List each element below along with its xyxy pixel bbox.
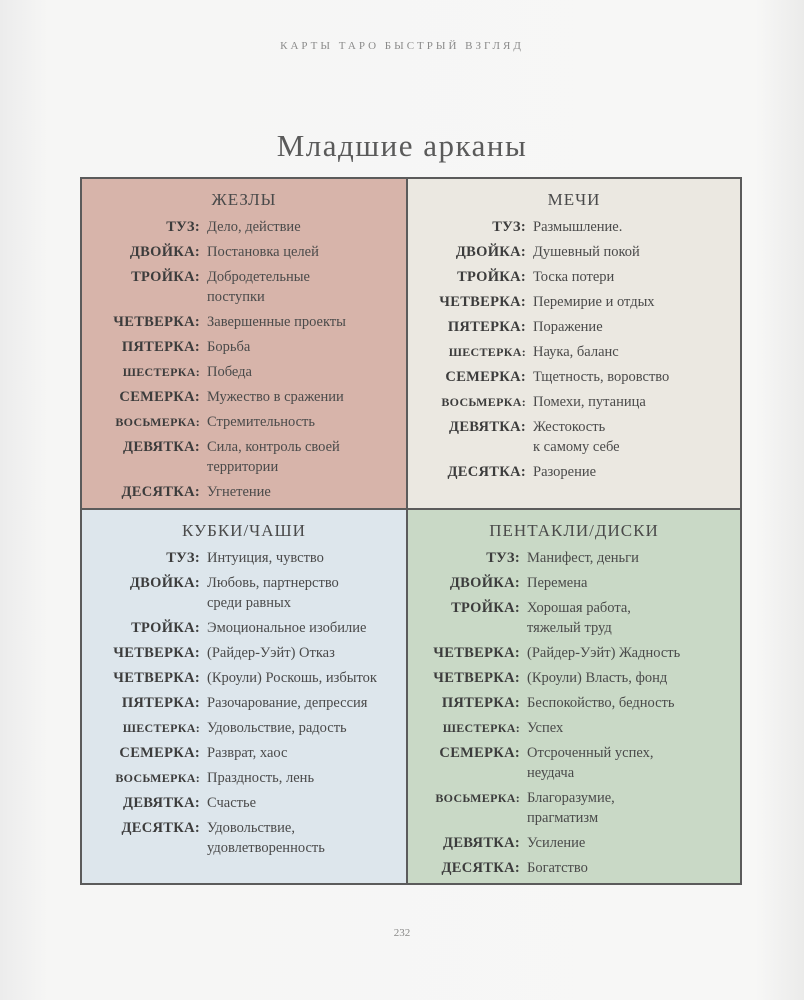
card-rank-label: ПЯТЕРКА: <box>441 695 520 711</box>
card-rank-label: ТУЗ: <box>486 550 520 566</box>
card-row <box>82 242 406 262</box>
card-meaning: Разорение <box>533 464 597 480</box>
card-rank-label: ШЕСТЕРКА: <box>442 721 520 735</box>
card-row <box>82 337 406 357</box>
quadrant-cups <box>82 510 408 883</box>
card-meaning: Успех <box>527 720 564 736</box>
quadrant-list-wands <box>82 217 406 502</box>
card-rank-label: ДЕСЯТКА: <box>121 820 200 836</box>
card-rank-label: ДЕСЯТКА: <box>447 464 526 480</box>
quadrant-title-swords: МЕЧИ <box>547 190 601 209</box>
card-rank-label: ВОСЬМЕРКА: <box>115 771 200 785</box>
page-number: 232 <box>393 927 411 939</box>
card-rank-label: ТРОЙКА: <box>131 269 200 285</box>
card-row <box>408 242 740 262</box>
card-meaning: Благоразумие, прагматизм <box>527 790 615 826</box>
card-row <box>408 743 740 783</box>
card-meaning: Борьба <box>207 339 251 355</box>
card-row <box>408 573 740 593</box>
card-row <box>82 362 406 382</box>
card-row <box>408 417 740 457</box>
card-meaning: Угнетение <box>207 484 271 500</box>
card-meaning: Разочарование, депрессия <box>207 695 368 711</box>
card-row <box>82 412 406 432</box>
card-row <box>82 718 406 738</box>
card-meaning: Отсроченный успех, неудача <box>527 745 654 781</box>
card-meaning: Победа <box>207 364 252 380</box>
card-row <box>82 548 406 568</box>
card-row <box>82 267 406 307</box>
card-row <box>82 768 406 788</box>
card-rank-label: ТУЗ: <box>166 219 200 235</box>
card-rank-label: СЕМЕРКА: <box>439 745 520 761</box>
card-meaning: Размышление. <box>533 219 623 235</box>
card-row <box>408 548 740 568</box>
card-meaning: Наука, баланс <box>533 344 619 360</box>
card-row <box>82 217 406 237</box>
card-rank-label: ТРОЙКА: <box>131 620 200 636</box>
card-meaning: Завершенные проекты <box>207 314 346 330</box>
card-row <box>408 267 740 287</box>
card-meaning: Удовольствие, удовлетворенность <box>207 820 325 856</box>
quadrant-swords <box>408 179 740 510</box>
card-rank-label: ПЯТЕРКА: <box>447 319 526 335</box>
card-row <box>408 217 740 237</box>
card-rank-label: ТУЗ: <box>166 550 200 566</box>
card-row <box>408 462 740 482</box>
card-rank-label: ДЕСЯТКА: <box>441 860 520 876</box>
card-row <box>82 643 406 663</box>
card-rank-label: ВОСЬМЕРКА: <box>435 791 520 805</box>
card-row <box>82 818 406 858</box>
card-row <box>82 482 406 502</box>
card-row <box>82 743 406 763</box>
card-meaning: Мужество в сражении <box>207 389 344 405</box>
card-meaning: Жестокость к самому себе <box>533 419 620 455</box>
card-meaning: Помехи, путаница <box>533 394 646 410</box>
quadrant-list-cups <box>82 548 406 858</box>
quadrant-pentacles <box>408 510 740 883</box>
card-row <box>408 292 740 312</box>
card-row <box>408 392 740 412</box>
card-row <box>82 573 406 613</box>
card-row <box>408 858 740 878</box>
card-rank-label: ПЯТЕРКА: <box>121 339 200 355</box>
card-meaning: Удовольствие, радость <box>207 720 347 736</box>
card-meaning: Эмоциональное изобилие <box>207 620 367 636</box>
card-meaning: Разврат, хаос <box>207 745 288 761</box>
card-rank-label: ЧЕТВЕРКА: <box>113 670 200 686</box>
card-rank-label: ТРОЙКА: <box>451 600 520 616</box>
quadrant-list-swords <box>408 217 740 482</box>
quadrant-title-pentacles: ПЕНТАКЛИ/ДИСКИ <box>489 521 659 540</box>
card-row <box>82 693 406 713</box>
card-rank-label: ДЕВЯТКА: <box>123 439 200 455</box>
card-meaning: Сила, контроль своей территории <box>207 439 340 475</box>
card-rank-label: ПЯТЕРКА: <box>121 695 200 711</box>
running-head: КАРТЫ ТАРО БЫСТРЫЙ ВЗГЛЯД <box>280 40 524 52</box>
card-row <box>408 342 740 362</box>
quadrant-title-wands: ЖЕЗЛЫ <box>211 190 277 209</box>
card-row <box>408 668 740 688</box>
card-meaning: (Кроули) Власть, фонд <box>527 670 668 686</box>
card-meaning: Манифест, деньги <box>527 550 639 566</box>
quadrant-wands <box>82 179 408 510</box>
card-row <box>82 437 406 477</box>
card-rank-label: ДЕВЯТКА: <box>123 795 200 811</box>
arcana-table <box>80 177 742 885</box>
card-meaning: Любовь, партнерство среди равных <box>207 575 339 611</box>
card-row <box>82 668 406 688</box>
card-rank-label: ТРОЙКА: <box>457 269 526 285</box>
card-meaning: Перемена <box>527 575 588 591</box>
card-meaning: (Кроули) Роскошь, избыток <box>207 670 377 686</box>
card-meaning: Беспокойство, бедность <box>527 695 675 711</box>
card-meaning: Постановка целей <box>207 244 319 260</box>
card-meaning: (Райдер-Уэйт) Жадность <box>527 645 681 661</box>
quadrant-list-pentacles <box>408 548 740 878</box>
card-meaning: Поражение <box>533 319 603 335</box>
card-row <box>82 312 406 332</box>
card-meaning: Дело, действие <box>207 219 301 235</box>
card-rank-label: ВОСЬМЕРКА: <box>441 395 526 409</box>
card-rank-label: ДЕВЯТКА: <box>443 835 520 851</box>
card-rank-label: ЧЕТВЕРКА: <box>433 645 520 661</box>
card-meaning: Тщетность, воровство <box>533 369 670 385</box>
card-row <box>408 833 740 853</box>
card-row <box>408 317 740 337</box>
card-meaning: Тоска потери <box>533 269 615 285</box>
card-meaning: Перемирие и отдых <box>533 294 655 310</box>
card-rank-label: ЧЕТВЕРКА: <box>113 314 200 330</box>
card-row <box>408 693 740 713</box>
card-meaning: Хорошая работа, тяжелый труд <box>527 600 631 636</box>
card-rank-label: ШЕСТЕРКА: <box>122 721 200 735</box>
card-rank-label: ДВОЙКА: <box>129 244 200 260</box>
card-row <box>408 718 740 738</box>
card-rank-label: ДЕСЯТКА: <box>121 484 200 500</box>
card-rank-label: ЧЕТВЕРКА: <box>113 645 200 661</box>
card-rank-label: СЕМЕРКА: <box>445 369 526 385</box>
card-rank-label: СЕМЕРКА: <box>119 745 200 761</box>
card-meaning: Добродетельные поступки <box>207 269 310 305</box>
card-row <box>408 598 740 638</box>
card-meaning: Счастье <box>207 795 257 811</box>
card-meaning: Душевный покой <box>533 244 640 260</box>
card-rank-label: ВОСЬМЕРКА: <box>115 415 200 429</box>
card-meaning: Богатство <box>527 860 588 876</box>
card-row <box>82 793 406 813</box>
card-rank-label: ШЕСТЕРКА: <box>448 345 526 359</box>
card-rank-label: ТУЗ: <box>492 219 526 235</box>
card-rank-label: ДВОЙКА: <box>455 244 526 260</box>
card-meaning: Усиление <box>527 835 586 851</box>
card-row <box>408 788 740 828</box>
quadrant-title-cups: КУБКИ/ЧАШИ <box>182 521 306 540</box>
card-rank-label: ШЕСТЕРКА: <box>122 365 200 379</box>
card-rank-label: ЧЕТВЕРКА: <box>439 294 526 310</box>
card-meaning: (Райдер-Уэйт) Отказ <box>207 645 335 661</box>
card-meaning: Интуиция, чувство <box>207 550 324 566</box>
card-rank-label: СЕМЕРКА: <box>119 389 200 405</box>
card-rank-label: ДЕВЯТКА: <box>449 419 526 435</box>
page-title: Младшие арканы <box>276 128 528 163</box>
card-rank-label: ДВОЙКА: <box>129 575 200 591</box>
card-row <box>82 618 406 638</box>
card-rank-label: ЧЕТВЕРКА: <box>433 670 520 686</box>
card-meaning: Стремительность <box>207 414 315 430</box>
card-row <box>82 387 406 407</box>
card-row <box>408 643 740 663</box>
card-meaning: Праздность, лень <box>207 770 315 786</box>
card-rank-label: ДВОЙКА: <box>449 575 520 591</box>
card-row <box>408 367 740 387</box>
